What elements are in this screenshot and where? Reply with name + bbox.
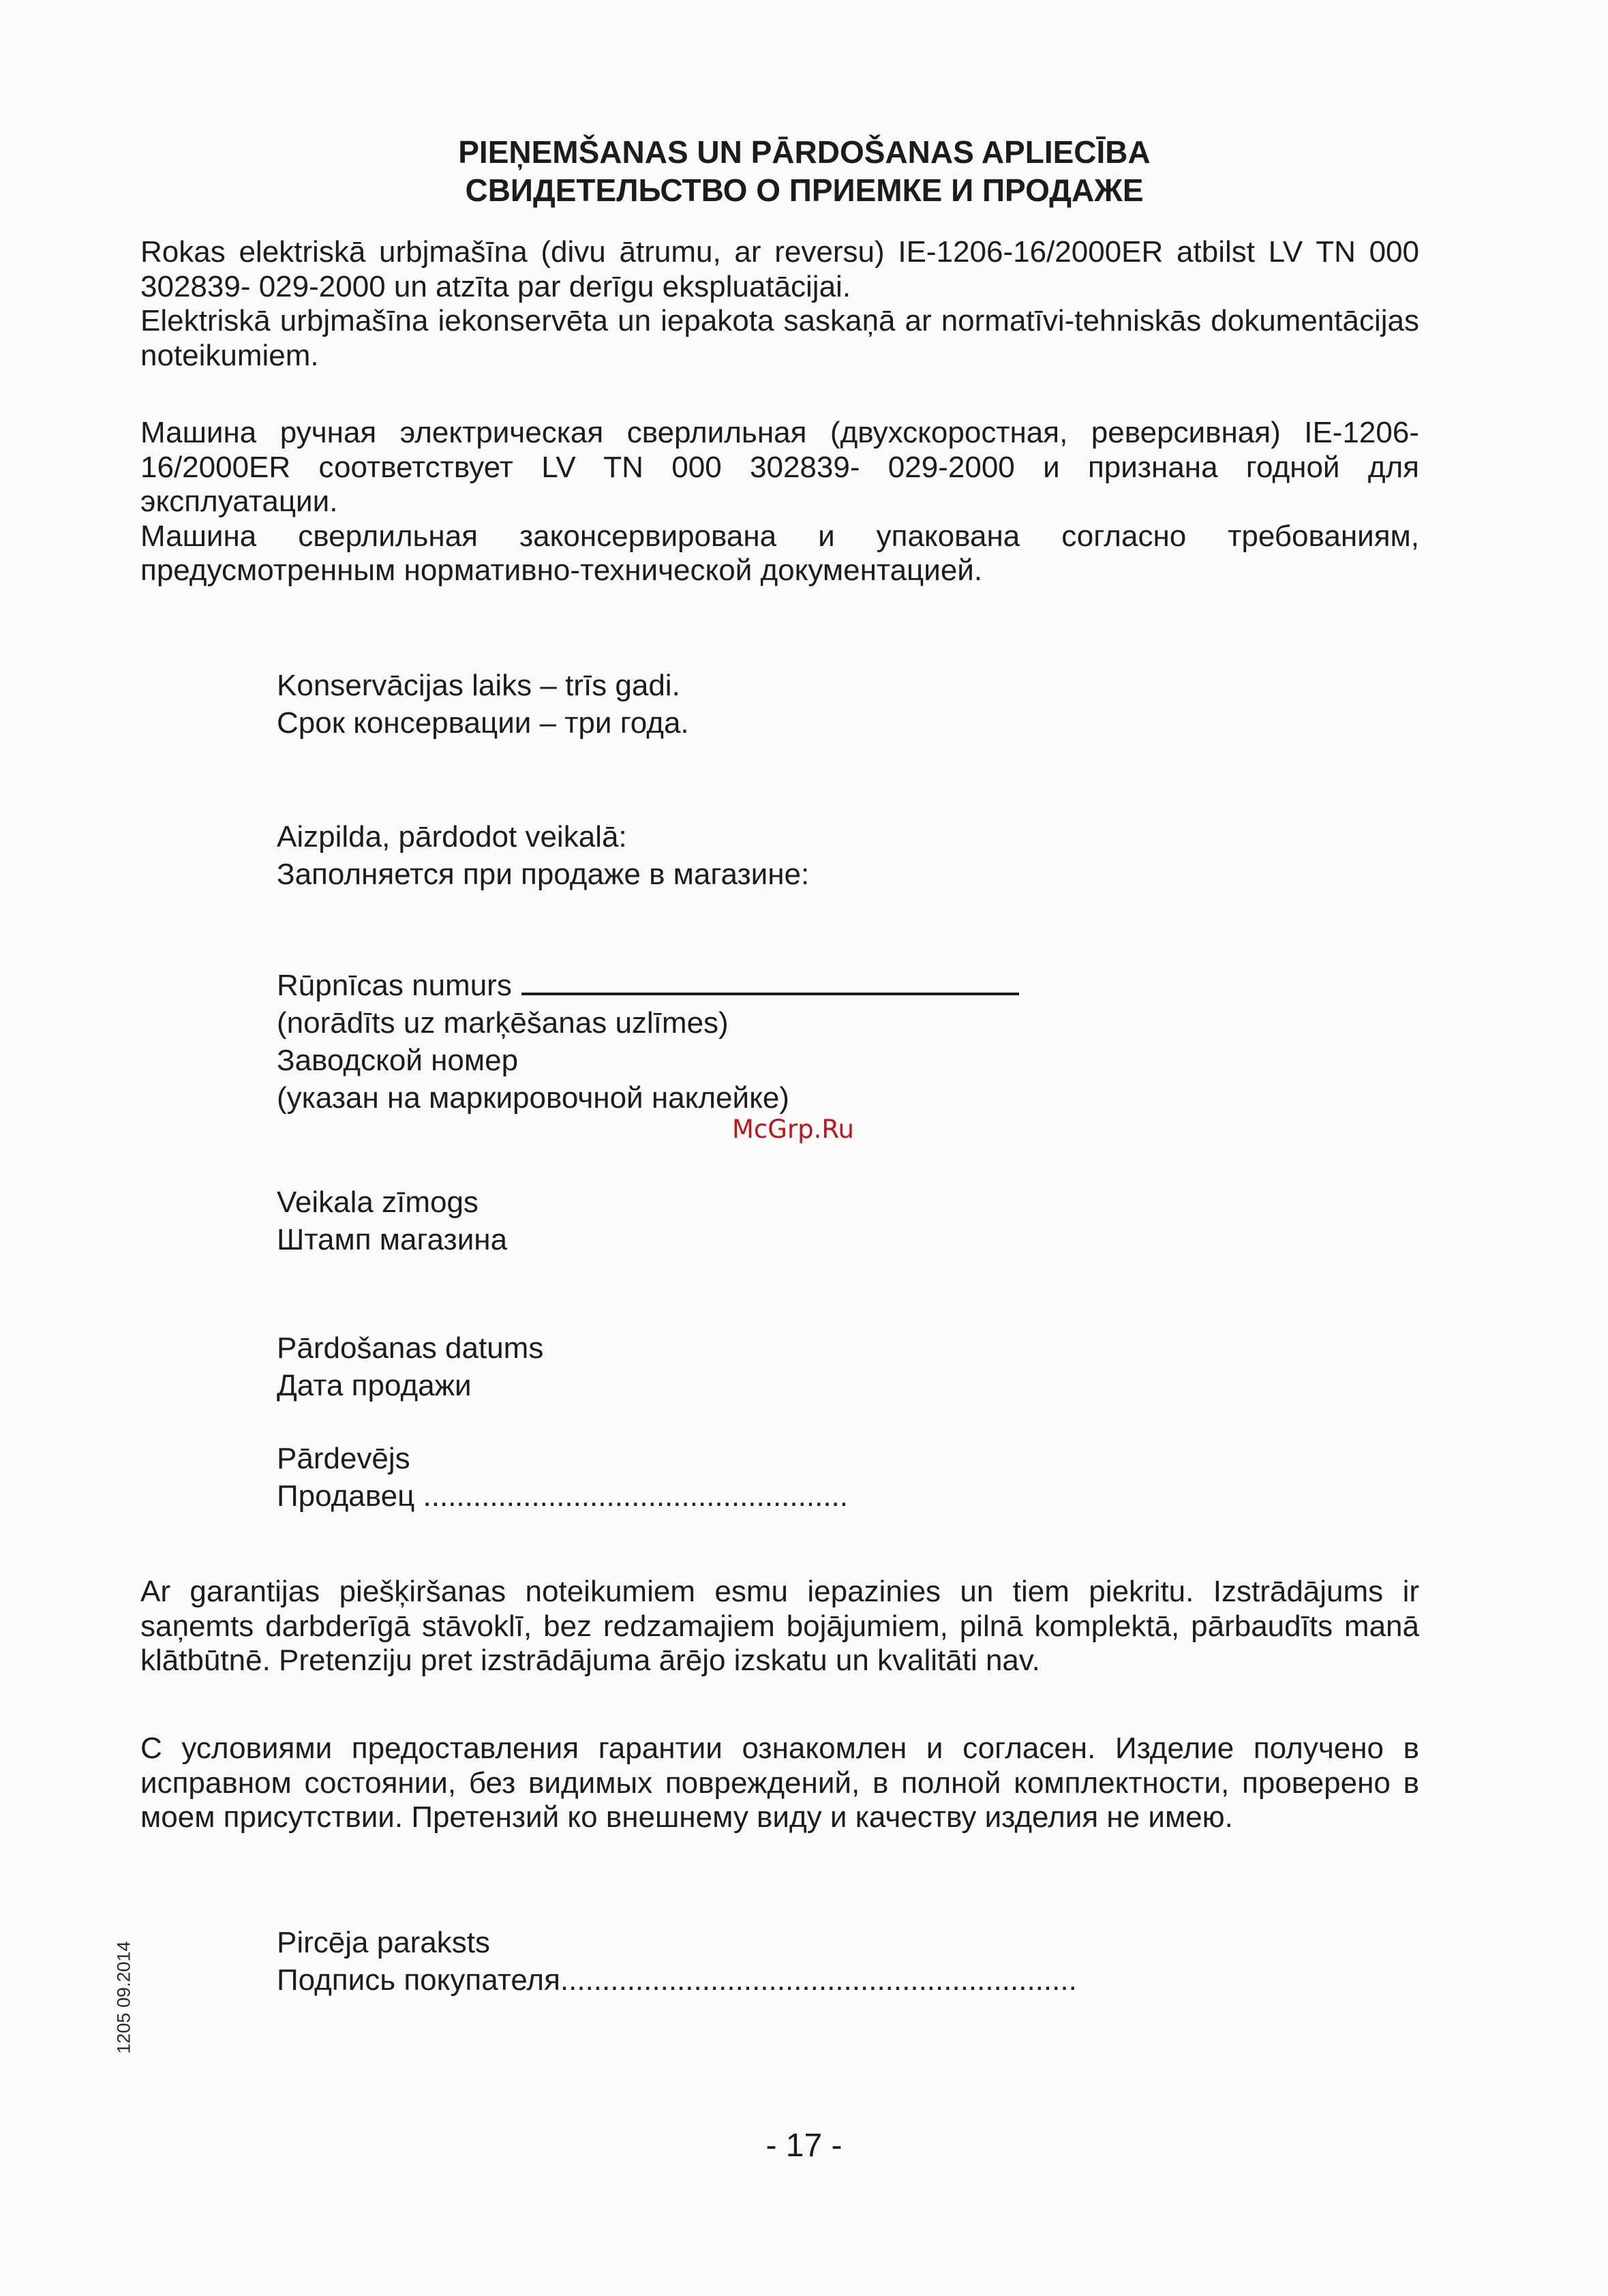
- side-code: [76, 1943, 172, 2052]
- seller-latvian: Pārdevējs: [277, 1442, 410, 1475]
- intro-russian: [140, 416, 1419, 588]
- sale-date-russian: Дата продажи: [277, 1369, 472, 1402]
- buyer-signature-row: [277, 1961, 1367, 1999]
- seller-row: [277, 1477, 1367, 1515]
- intro-latvian-p2: Elektriskā urbjmašīna iekonservēta un iepakota saskaņā ar normatīvi-tehniskās dokumentācijas noteikumiem.: [140, 304, 1419, 372]
- heading-latvian: PIEŅEMŠANAS UN PĀRDOŠANAS APLIECĪBA: [458, 134, 1151, 170]
- fill-in-block: [277, 818, 1367, 893]
- fill-in-russian: Заполняется при продаже в магазине:: [277, 858, 810, 891]
- shop-stamp-block: [277, 1183, 1367, 1258]
- intro-latvian-p1: Rokas elektriskā urbjmašīna (divu ātrumu, ar reversu) IE-1206-16/2000ER atbilst LV TN 000 302839- 029-2000 un atzīta par derīgu ekspluatācijai.: [140, 235, 1419, 303]
- shop-stamp-russian: Штамп магазина: [277, 1223, 508, 1256]
- warranty-russian: [140, 1732, 1419, 1835]
- warranty-latvian: [140, 1575, 1419, 1678]
- fill-in-latvian: Aizpilda, pārdodot veikalā:: [277, 820, 627, 854]
- sale-date-latvian: Pārdošanas datums: [277, 1331, 544, 1365]
- factory-number-line[interactable]: [521, 986, 1019, 995]
- factory-number-note-russian: (указан на маркировочной наклейке): [277, 1081, 789, 1115]
- conservation-russian: Срок консервации – три года.: [277, 706, 689, 740]
- buyer-signature-latvian: Pircēja paraksts: [277, 1926, 491, 1959]
- side-code-text: 1205 09.2014: [113, 1941, 134, 2054]
- seller-russian: Продавец: [277, 1479, 415, 1513]
- warranty-russian-text: С условиями предоставления гарантии ознакомлен и согласен. Изделие получено в исправном состоянии, без видимых повреждений, в полной комплектности, проверено в моем присутствии. Претензий ко внешнему виду и качеству изделия не имею.: [140, 1732, 1419, 1834]
- buyer-signature-block: [277, 1924, 1367, 1999]
- intro-latvian: [140, 235, 1419, 373]
- warranty-latvian-text: Ar garantijas piešķiršanas noteikumiem esmu iepazinies un tiem piekritu. Izstrādājums ir saņemts darbderīgā stāvoklī, bez redzamajiem bojājumiem, pilnā komplektā, pārbaudīts manā klātbūtnē. Pretenziju pret izstrādājuma ārējo izskatu un kvalitāti nav.: [140, 1575, 1419, 1677]
- factory-number-label: Rūpnīcas numurs: [277, 969, 512, 1002]
- factory-number-russian: Заводской номер: [277, 1044, 519, 1077]
- sale-date-block: [277, 1329, 1367, 1404]
- intro-russian-p2: Машина сверлильная законсервирована и упакована согласно требованиям, предусмотренным нормативно-технической документацией.: [140, 519, 1419, 587]
- page-number: - 17 -: [765, 2128, 843, 2164]
- factory-number-row: [277, 967, 1367, 1004]
- conservation-block: [277, 667, 1367, 742]
- factory-number-note-latvian: (norādīts uz marķēšanas uzlīmes): [277, 1006, 729, 1040]
- buyer-signature-russian: Подпись покупателя: [277, 1963, 560, 1997]
- heading-russian: СВИДЕТЕЛЬСТВО О ПРИЕМКЕ И ПРОДАЖЕ: [465, 172, 1144, 208]
- intro-russian-p1: Машина ручная электрическая сверлильная (двухскоростная, реверсивная) IE-1206-16/2000ER соответствует LV TN 000 302839- 029-2000 и признана годной для эксплуатации.: [140, 416, 1419, 518]
- buyer-signature-line[interactable]: ..............................................................: [560, 1963, 1077, 1997]
- seller-block: [277, 1440, 1367, 1515]
- shop-stamp-latvian: Veikala zīmogs: [277, 1185, 479, 1219]
- conservation-latvian: Konservācijas laiks – trīs gadi.: [277, 669, 680, 702]
- factory-number-block: [277, 967, 1367, 1117]
- watermark: McGrp.Ru: [732, 1115, 854, 1144]
- seller-signature-line[interactable]: ...................................................: [423, 1479, 848, 1513]
